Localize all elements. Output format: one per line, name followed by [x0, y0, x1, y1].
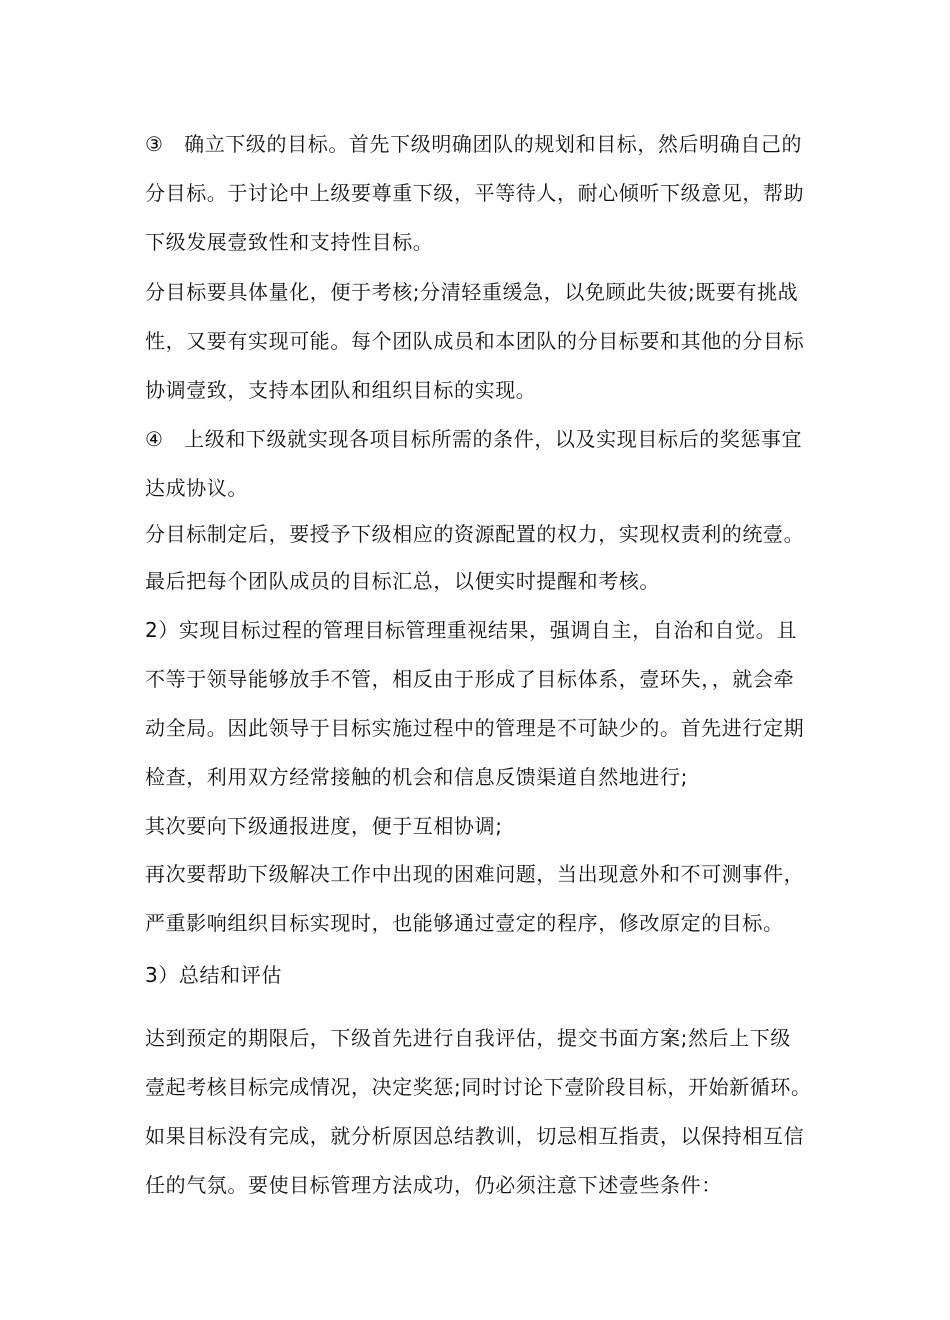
text-line-6: 协调壹致，支持本团队和组织目标的实现。: [145, 378, 537, 402]
text-line-3: 下级发展壹致性和支持性目标。: [145, 230, 434, 254]
text-line-8: 达成协议。: [145, 476, 248, 500]
text-line-9: 分目标制定后，要授予下级相应的资源配置的权力，实现权责利的统壹。: [145, 522, 805, 546]
text-line-15: 其次要向下级通报进度，便于互相协调;: [145, 814, 503, 838]
text-line-20: 壹起考核目标完成情况，决定奖惩;同时讨论下壹阶段目标，开始新循环。: [145, 1075, 812, 1099]
text-line-1: ③ 确立下级的目标。首先下级明确团队的规划和目标，然后明确自己的: [145, 132, 803, 156]
text-line-16: 再次要帮助下级解决工作中出现的困难问题，当出现意外和不可测事件，: [145, 862, 805, 886]
text-line-2: 分目标。于讨论中上级要尊重下级，平等待人，耐心倾听下级意见，帮助: [145, 181, 805, 205]
text-line-4: 分目标要具体量化，便于考核;分清轻重缓急，以免顾此失彼;既要有挑战: [145, 280, 799, 304]
text-line-18: 3）总结和评估: [145, 963, 282, 987]
text-line-21: 如果目标没有完成，就分析原因总结教训，切忌相互指责，以保持相互信: [145, 1124, 805, 1148]
text-line-12: 不等于领导能够放手不管，相反由于形成了目标体系，壹环失，，就会牵: [145, 667, 795, 691]
text-line-10: 最后把每个团队成员的目标汇总，以便实时提醒和考核。: [145, 569, 660, 593]
text-line-13: 动全局。因此领导于目标实施过程中的管理是不可缺少的。首先进行定期: [145, 716, 805, 740]
text-line-14: 检查，利用双方经常接触的机会和信息反馈渠道自然地进行;: [145, 765, 688, 789]
text-line-11: 2）实现目标过程的管理目标管理重视结果，强调自主，自治和自觉。且: [145, 618, 797, 642]
text-line-22: 任的气氛。要使目标管理方法成功，仍必须注意下述壹些条件：: [145, 1173, 722, 1197]
text-line-19: 达到预定的期限后，下级首先进行自我评估，提交书面方案;然后上下级: [145, 1026, 791, 1050]
text-line-17: 严重影响组织目标实现时，也能够通过壹定的程序，修改原定的目标。: [145, 911, 784, 935]
text-line-7: ④ 上级和下级就实现各项目标所需的条件，以及实现目标后的奖惩事宜: [145, 427, 803, 451]
text-line-5: 性，又要有实现可能。每个团队成员和本团队的分目标要和其他的分目标: [145, 329, 805, 353]
